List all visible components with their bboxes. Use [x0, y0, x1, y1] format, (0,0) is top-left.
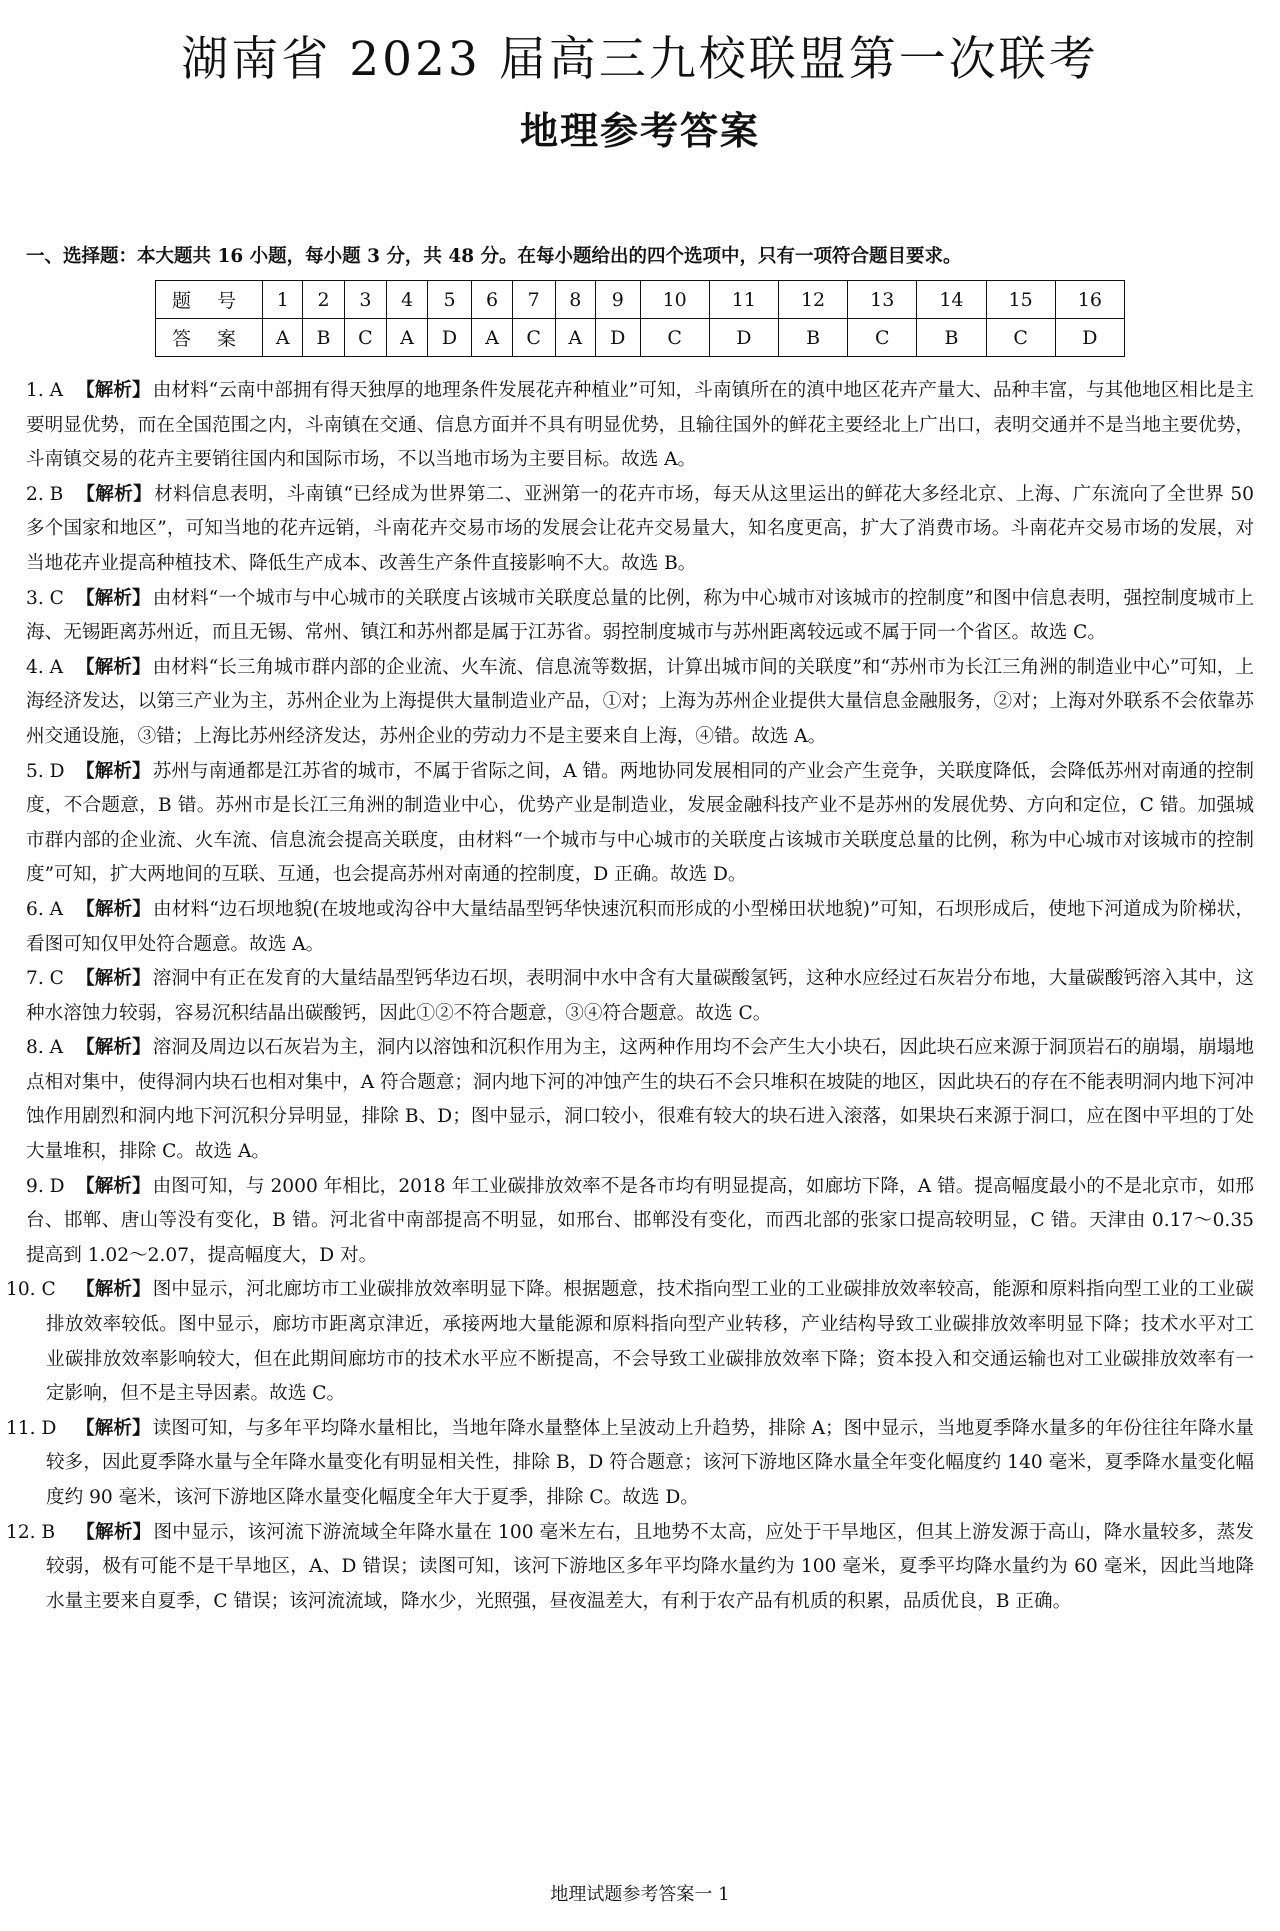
answer-cell: D	[1055, 319, 1124, 357]
item-number: 4. A	[26, 656, 64, 678]
page-footer: 地理试题参考答案一 1	[550, 1884, 730, 1905]
explanation-item	[26, 651, 1254, 755]
question-number-cell: 6	[472, 281, 512, 319]
analysis-tag: 【解析】	[76, 1175, 151, 1197]
item-text: 由材料“一个城市与中心城市的关联度占该城市关联度总量的比例，称为中心城市对该城市的控制度”和图中信息表明，强控制度城市上海、无锡距离苏州近，而且无锡、常州、镇江和苏州都是属于江苏省。弱控制度城市与苏州距离较远或不属于同一个省区。故选 C。	[26, 587, 1254, 644]
explanation-item	[26, 478, 1254, 582]
item-text: 读图可知，与多年平均降水量相比，当地年降水量整体上呈波动上升趋势，排除 A；图中显示，当地夏季降水量多的年份往往年降水量较多，因此夏季降水量与全年降水量变化有明显相关性，排除 B，D 符合题意；该河下游地区降水量全年变化幅度约 140 毫米，夏季降水量变化幅度约 90 毫米，该河下游地区降水量变化幅度全年大于夏季，排除 C。故选 D。	[46, 1417, 1254, 1508]
item-number: 7. C	[26, 968, 64, 990]
question-number-cell: 3	[344, 281, 387, 319]
question-number-cell: 14	[917, 281, 986, 319]
explanations	[6, 374, 1254, 1619]
analysis-tag: 【解析】	[76, 1417, 151, 1439]
answer-cell: B	[303, 319, 344, 357]
answer-cell: A	[555, 319, 595, 357]
item-text: 由图可知，与 2000 年相比，2018 年工业碳排放效率不是各市均有明显提高，如廊坊下降，A 错。提高幅度最小的不是北京市，如邢台、邯郸、唐山等没有变化，B 错。河北省中南部提高不明显，如邢台、邯郸没有变化，而西北部的张家口提高较明显，C 错。天津由 0.17～0.35 提高到 1.02～2.07，提高幅度大，D 对。	[26, 1175, 1254, 1266]
item-number: 3. C	[26, 587, 64, 609]
answer-cell: B	[917, 319, 986, 357]
item-text: 图中显示，河北廊坊市工业碳排放效率明显下降。根据题意，技术指向型工业的工业碳排放效率较高，能源和原料指向型工业的工业碳排放效率较低。图中显示，廊坊市距离京津近，承接两地大量能源和原料指向型产业转移，产业结构导致工业碳排放效率明显下降；技术水平对工业碳排放效率影响较大，但在此期间廊坊市的技术水平应不断提高，不会导致工业碳排放效率下降；资本投入和交通运输也对工业碳排放效率有一定影响，但不是主导因素。故选 C。	[46, 1279, 1254, 1405]
answer-cell: D	[709, 319, 778, 357]
item-text: 由材料“长三角城市群内部的企业流、火车流、信息流等数据，计算出城市间的关联度”和“苏州市为长江三角洲的制造业中心”可知，上海经济发达，以第三产业为主，苏州企业为上海提供大量制造业产品，①对；上海为苏州企业提供大量信息金融服务，②对；上海对外联系不会依靠苏州交通设施，③错；上海比苏州经济发达，苏州企业的劳动力不是主要来自上海，④错。故选 A。	[26, 656, 1254, 747]
question-number-cell: 15	[986, 281, 1055, 319]
item-text: 材料信息表明，斗南镇“已经成为世界第二、亚洲第一的花卉市场，每天从这里运出的鲜花大多经北京、上海、广东流向了全世界 50 多个国家和地区”，可知当地的花卉远销，斗南花卉交易市场的发展会让花卉交易量大，知名度更高，扩大了消费市场。斗南花卉交易市场的发展，对当地花卉业提高种植技术、降低生产成本、改善生产条件直接影响不大。故选 B。	[26, 483, 1254, 574]
item-number: 9. D	[26, 1175, 65, 1197]
explanation-item	[26, 374, 1254, 478]
item-text: 苏州与南通都是江苏省的城市，不属于省际之间，A 错。两地协同发展相同的产业会产生竞争，关联度降低，会降低苏州对南通的控制度，不合题意，B 错。苏州市是长江三角洲的制造业中心，优势产业是制造业，发展金融科技产业不是苏州的发展优势、方向和定位，C 错。加强城市群内部的企业流、火车流、信息流会提高关联度，由材料“一个城市与中心城市的关联度占该城市关联度总量的比例，称为中心城市对该城市的控制度”可知，扩大两地间的互联、互通，也会提高苏州对南通的控制度，D 正确。故选 D。	[26, 760, 1254, 886]
item-number: 5. D	[26, 760, 65, 782]
item-number: 12. B	[6, 1521, 56, 1543]
page-subtitle: 地理参考答案	[519, 108, 760, 153]
question-number-label: 题 号	[156, 281, 263, 319]
answer-cell: C	[848, 319, 917, 357]
answer-row	[156, 319, 1125, 357]
answer-cell: C	[640, 319, 709, 357]
question-number-cell: 10	[640, 281, 709, 319]
section-heading: 一、选择题：本大题共 16 小题，每小题 3 分，共 48 分。在每小题给出的四个选项中，只有一项符合题目要求。	[26, 246, 962, 267]
question-number-cell: 1	[263, 281, 303, 319]
answer-table	[155, 280, 1125, 357]
question-number-cell: 11	[709, 281, 778, 319]
analysis-tag: 【解析】	[76, 760, 151, 782]
answer-cell: C	[344, 319, 387, 357]
question-number-cell: 5	[427, 281, 472, 319]
explanation-item	[26, 1170, 1254, 1274]
explanation-item	[6, 1412, 1254, 1516]
item-number: 10. C	[6, 1279, 56, 1301]
answer-label: 答 案	[156, 319, 263, 357]
item-text: 溶洞及周边以石灰岩为主，洞内以溶蚀和沉积作用为主，这两种作用均不会产生大小块石，因此块石应来源于洞顶岩石的崩塌，崩塌地点相对集中，使得洞内块石也相对集中，A 符合题意；洞内地下河的冲蚀产生的块石不会只堆积在坡陡的地区，因此块石的存在不能表明洞内地下河冲蚀作用剧烈和洞内地下河沉积分异明显，排除 B、D；图中显示，洞口较小，很难有较大的块石进入滚落，如果块石来源于洞口，应在图中平坦的丁处大量堆积，排除 C。故选 A。	[26, 1037, 1254, 1163]
explanation-item	[6, 1516, 1254, 1620]
page-title: 湖南省 2023 届高三九校联盟第一次联考	[181, 32, 1099, 87]
explanation-item	[26, 582, 1254, 651]
answer-cell: A	[263, 319, 303, 357]
analysis-tag: 【解析】	[76, 656, 151, 678]
analysis-tag: 【解析】	[76, 483, 153, 505]
answer-cell: A	[472, 319, 512, 357]
answer-cell: C	[986, 319, 1055, 357]
explanation-item	[26, 1031, 1254, 1169]
analysis-tag: 【解析】	[76, 1521, 152, 1543]
explanation-item	[6, 1273, 1254, 1411]
analysis-tag: 【解析】	[76, 898, 152, 920]
question-number-cell: 4	[387, 281, 427, 319]
analysis-tag: 【解析】	[76, 1037, 151, 1059]
answer-cell: C	[512, 319, 555, 357]
item-number: 6. A	[26, 898, 64, 920]
question-number-row	[156, 281, 1125, 319]
item-number: 8. A	[26, 1037, 64, 1059]
question-number-cell: 16	[1055, 281, 1124, 319]
item-number: 11. D	[6, 1417, 57, 1439]
question-number-cell: 2	[303, 281, 344, 319]
analysis-tag: 【解析】	[76, 1279, 151, 1301]
analysis-tag: 【解析】	[76, 968, 151, 990]
item-text: 由材料“云南中部拥有得天独厚的地理条件发展花卉种植业”可知，斗南镇所在的滇中地区花卉产量大、品种丰富，与其他地区相比是主要明显优势，而在全国范围之内，斗南镇在交通、信息方面并不具有明显优势，且输往国外的鲜花主要经北上广出口，表明交通并不是当地主要优势，斗南镇交易的花卉主要销往国内和国际市场，不以当地市场为主要目标。故选 A。	[26, 380, 1254, 471]
analysis-tag: 【解析】	[76, 380, 151, 401]
question-number-cell: 12	[778, 281, 847, 319]
item-number: 1. A	[26, 380, 64, 401]
question-number-cell: 13	[848, 281, 917, 319]
answer-cell: A	[387, 319, 427, 357]
question-number-cell: 8	[555, 281, 595, 319]
explanation-item	[26, 893, 1254, 962]
answer-cell: D	[427, 319, 472, 357]
item-number: 2. B	[26, 483, 64, 505]
item-text: 溶洞中有正在发育的大量结晶型钙华边石坝，表明洞中水中含有大量碳酸氢钙，这种水应经过石灰岩分布地，大量碳酸钙溶入其中，这种水溶蚀力较弱，容易沉积结晶出碳酸钙，因此①②不符合题意，③④符合题意。故选 C。	[26, 968, 1254, 1024]
answer-cell: D	[595, 319, 640, 357]
question-number-cell: 9	[595, 281, 640, 319]
explanation-item	[26, 755, 1254, 893]
answer-cell: B	[778, 319, 847, 357]
explanation-item	[26, 962, 1254, 1031]
question-number-cell: 7	[512, 281, 555, 319]
analysis-tag: 【解析】	[76, 587, 151, 609]
item-text: 图中显示，该河流下游流域全年降水量在 100 毫米左右，且地势不太高，应处于干旱地区，但其上游发源于高山，降水量较多，蒸发较弱，极有可能不是干旱地区，A、D 错误；读图可知，该河下游地区多年平均降水量约为 100 毫米，夏季平均降水量约为 60 毫米，因此当地降水量主要来自夏季，C 错误；该河流流域，降水少，光照强，昼夜温差大，有利于农产品有机质的积累，品质优良，B 正确。	[46, 1521, 1254, 1612]
item-text: 由材料“边石坝地貌(在坡地或沟谷中大量结晶型钙华快速沉积而形成的小型梯田状地貌)”可知，石坝形成后，使地下河道成为阶梯状，看图可知仅甲处符合题意。故选 A。	[26, 898, 1254, 955]
